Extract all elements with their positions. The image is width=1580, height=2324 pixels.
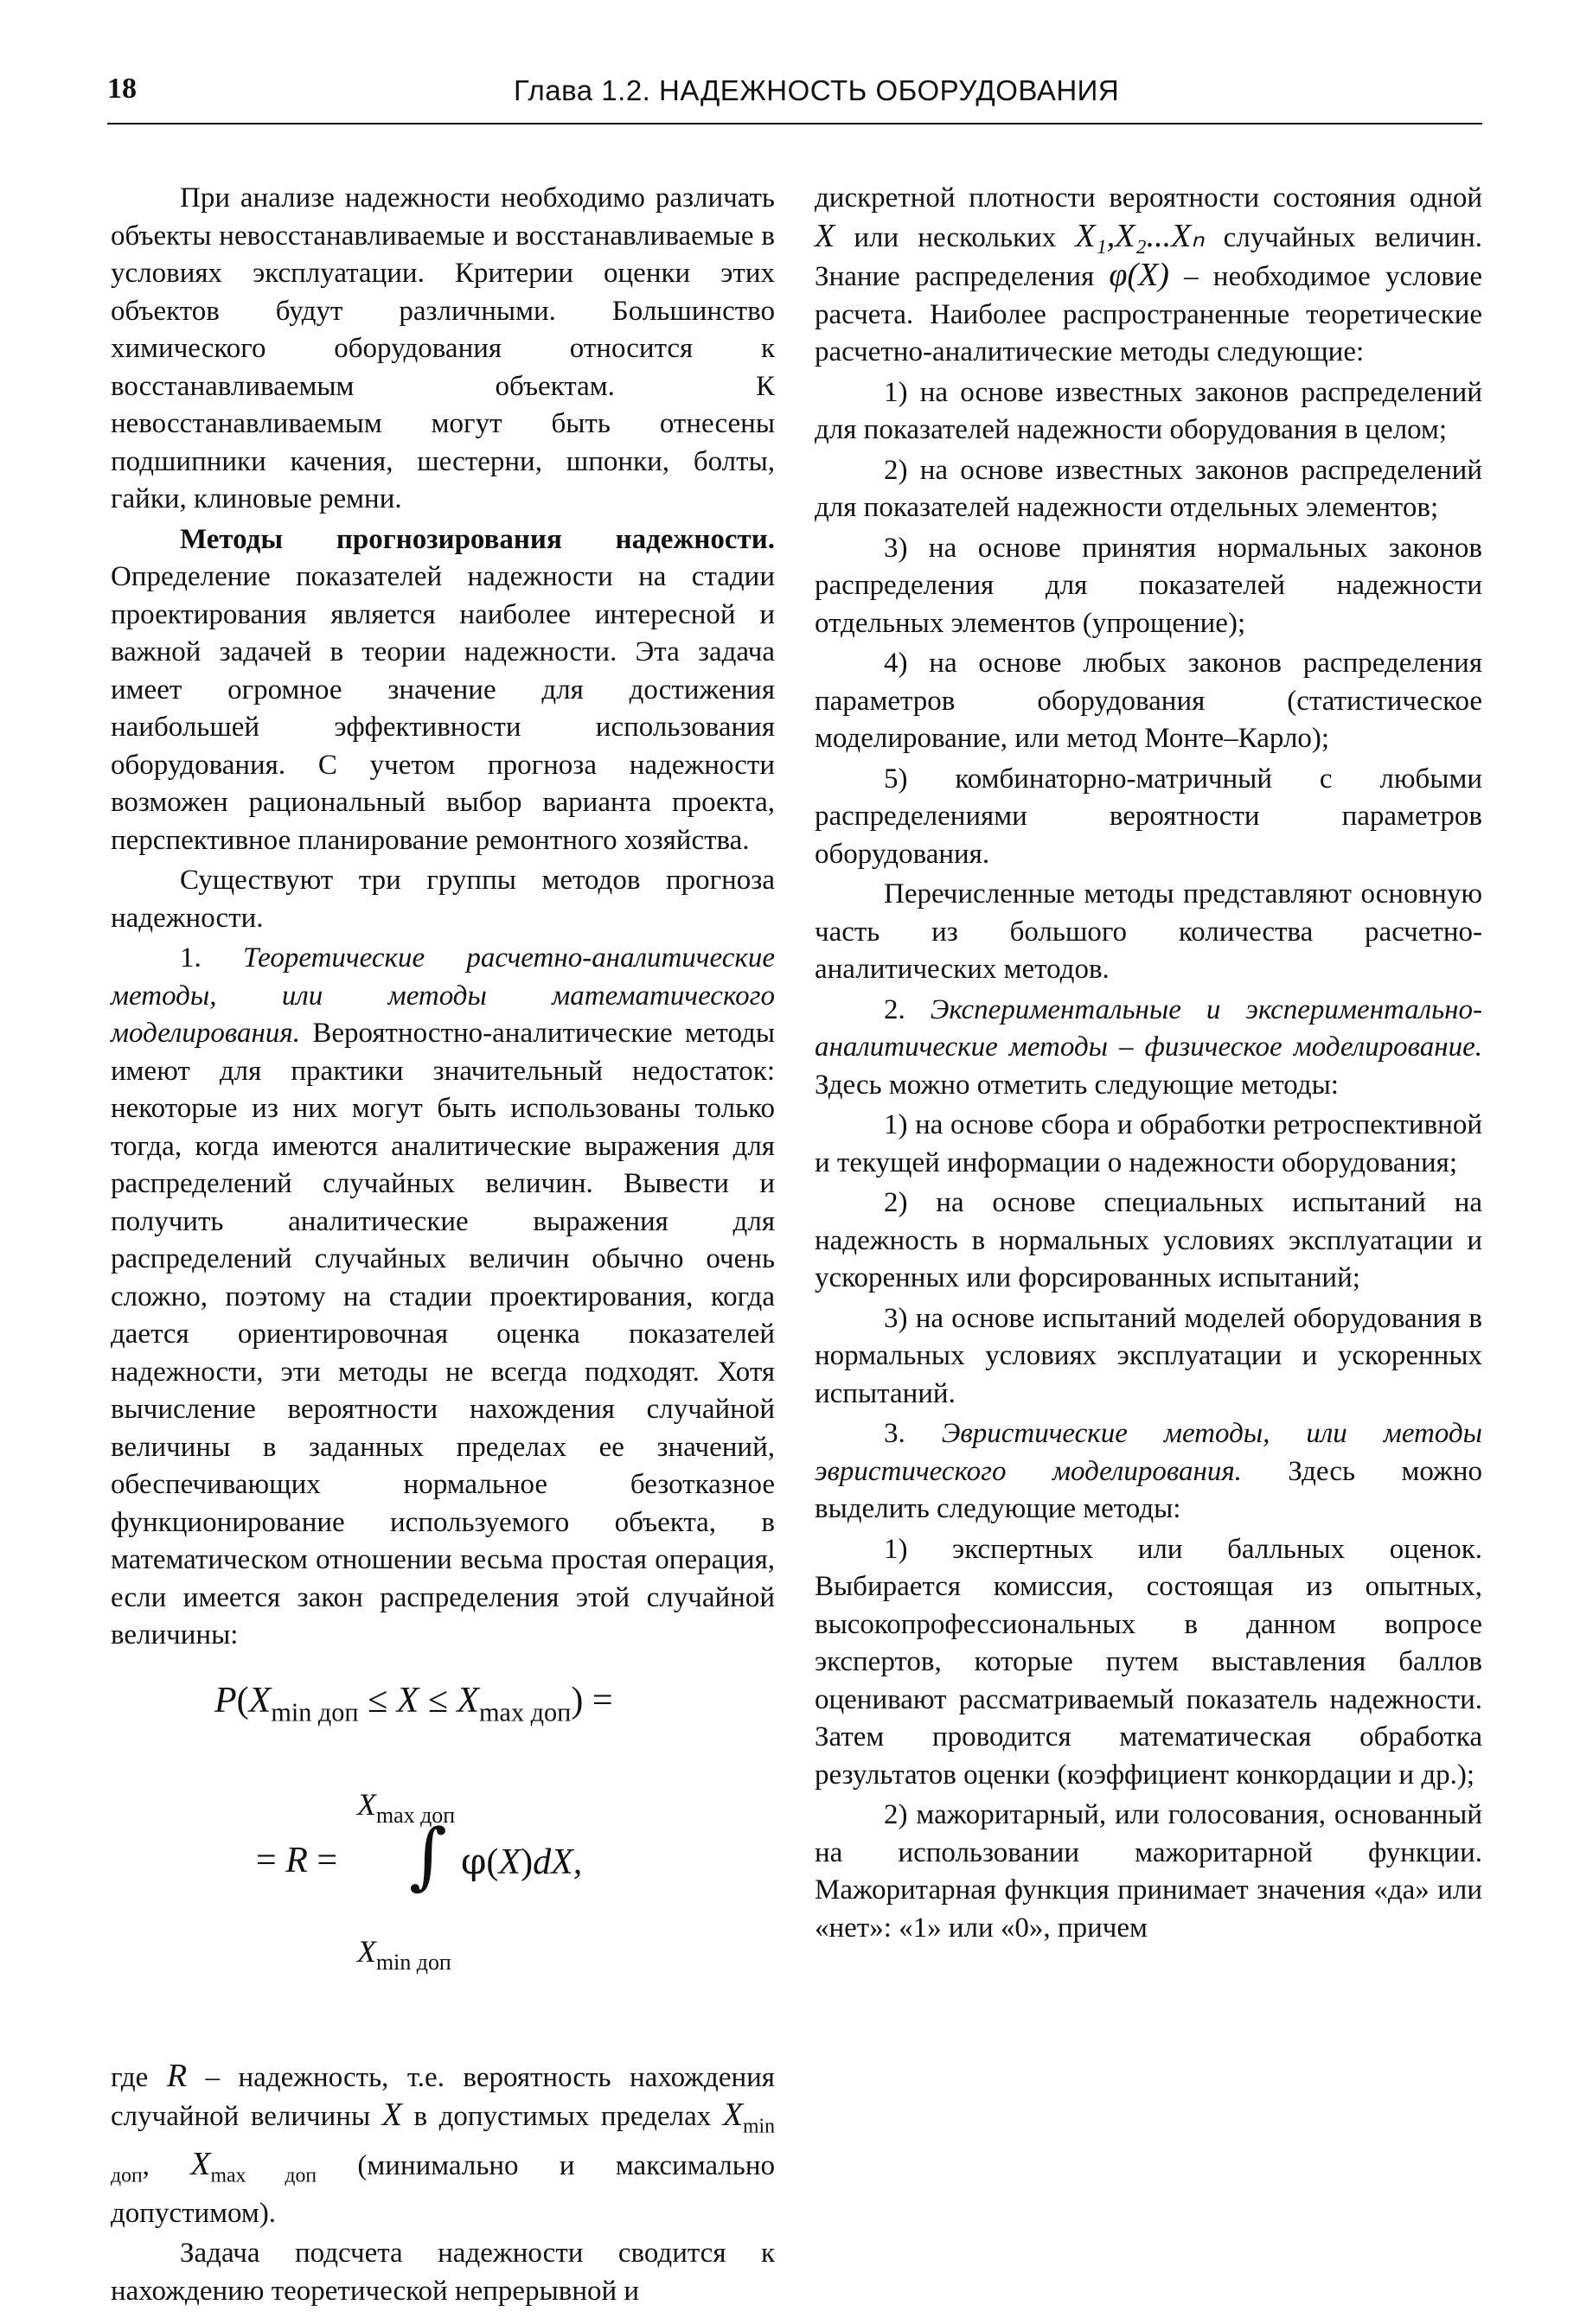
- integral-upper-limit: $X_{max доп}$: [357, 1786, 456, 1828]
- paragraph: При анализе надежности необходимо различать объекты невосстанавливаемые и восстанавливаемые в условиях эксплуатации. Критерии оценки этих объектов будут различными. Большинство химического оборудования относится к восстанавливаемым объектам. К невосстанавливаемым могут быть отнесены подшипники качения, шестерни, шпонки, болты, гайки, клиновые ремни.: [111, 182, 775, 514]
- paragraph: 1. Теоретические расчетно-аналитические методы, или методы математического моделирования. Вероятностно-аналитические методы имеют для практики значительный недостаток: некоторые из них могут быть использованы только тогда, когда имеются аналитические выражения для распределений случайных величин. Вывести и получить аналитические выражения для распределений случайных величин обычно очень сложно, поэтому на стадии проектирования, когда дается ориентировочная оценка показателей надежности, эти методы не всегда подходят. Хотя вычисление вероятности нахождения случайной величины в заданных пределах ее значений, обеспечивающих нормальное безотказное функционирование используемого объекта, в математическом отношении весьма простая операция, если имеется закон распределения этой случайной величины:: [111, 942, 775, 1650]
- list-item: 3) на основе испытаний моделей оборудования в нормальных условиях эксплуатации и ускоренных испытаний.: [815, 1302, 1482, 1409]
- formula-line-1: $P(X_{min доп} \le X \le X_{max доп})$ =: [214, 1680, 613, 1727]
- paragraph: дискретной плотности вероятности состояния одной X или нескольких X₁,X₂...Xₙ случайных величин. Знание распределения φ(X) – необходимое условие расчета. Наиболее распространенные теоретические расчетно-аналитические методы следующие:: [815, 182, 1482, 367]
- list-item: 2) на основе известных законов распределений для показателей надежности отдельных элементов;: [815, 454, 1482, 523]
- paragraph: Методы прогнозирования надежности. Определение показателей надежности на стадии проектирования является наиболее интересной и важной задачей в теории надежности. Эта задача имеет огромное значение для достижения наибольшей эффективности использования оборудования. С учетом прогноза надежности возможен рациональный выбор варианта проекта, перспективное планирование ремонтного хозяйства.: [111, 523, 775, 856]
- paragraph: 3. Эвристические методы, или методы эвристического моделирования. Здесь можно выделить следующие методы:: [815, 1418, 1482, 1524]
- method-group-title: Теоретические расчетно-аналитические методы, или методы математического моделирования.: [111, 942, 775, 1049]
- paragraph: где R – надежность, т.е. вероятность нахождения случайной величины X в допустимых пределах $X_{min доп}$, $X_{max доп}$ (минимально и максимально допустимом).: [111, 2057, 775, 2229]
- right-column: [815, 180, 1482, 1947]
- page-header: [107, 73, 1482, 133]
- running-title: Глава 1.2. НАДЕЖНОСТЬ ОБОРУДОВАНИЯ: [514, 74, 1120, 106]
- section-heading: Методы прогнозирования надежности.: [180, 523, 775, 555]
- list-item: 3) на основе принятия нормальных законов распределения для показателей надежности отдельных элементов (упрощение);: [815, 532, 1482, 639]
- list-item: 5) комбинаторно-матричный с любыми распределениями вероятности параметров оборудования.: [815, 763, 1482, 870]
- paragraph: 2. Экспериментальные и экспериментально-аналитические методы – физическое моделирование. Здесь можно отметить следующие методы:: [815, 993, 1483, 1101]
- list-item: 2) на основе специальных испытаний на надежность в нормальных условиях эксплуатации и ускоренных или форсированных испытаний;: [815, 1187, 1482, 1293]
- list-item: 4) на основе любых законов распределения параметров оборудования (статистическое моделирование, или метод Монте–Карло);: [815, 648, 1482, 754]
- method-group-title: Эвристические методы, или методы эвристического моделирования.: [815, 1418, 1482, 1487]
- list-item: 1) на основе сбора и обработки ретроспективной и текущей информации о надежности оборудования;: [815, 1109, 1482, 1178]
- paragraph: Существуют три группы методов прогноза надежности.: [111, 865, 775, 934]
- left-column: [111, 180, 775, 2310]
- reliability-formula: [111, 1674, 775, 2046]
- list-item: 1) на основе известных законов распределений для показателей надежности оборудования в целом;: [815, 376, 1482, 445]
- integral-sign: ∫: [409, 1812, 447, 1898]
- paragraph: Задача подсчета надежности сводится к нахождению теоретической непрерывной и: [111, 2238, 775, 2307]
- list-item: 2) мажоритарный, или голосования, основанный на использовании мажоритарной функции. Мажоритарная функция принимает значения «да» или «нет»: «1» или «0», причем: [815, 1799, 1482, 1944]
- header-rule: [107, 123, 1482, 124]
- paragraph: Перечисленные методы представляют основную часть из большого количества расчетно-аналитических методов.: [815, 878, 1482, 985]
- list-item: 1) экспертных или балльных оценок. Выбирается комиссия, состоящая из опытных, высокопрофессиональных в данном вопросе экспертов, которые путем выставления баллов оценивают рассматриваемый показатель надежности. Затем проводится математическая обработка результатов оценки (коэффициент конкордации и др.);: [815, 1533, 1482, 1791]
- method-group-title: Экспериментальные и экспериментально-аналитические методы – физическое моделирование.: [815, 993, 1483, 1063]
- integral-lower-limit: $X_{min доп}$: [357, 1933, 451, 1975]
- page-number: 18: [107, 73, 137, 105]
- formula-line-2: = R =: [256, 1840, 338, 1880]
- integrand: φ(X)dX,: [461, 1839, 583, 1882]
